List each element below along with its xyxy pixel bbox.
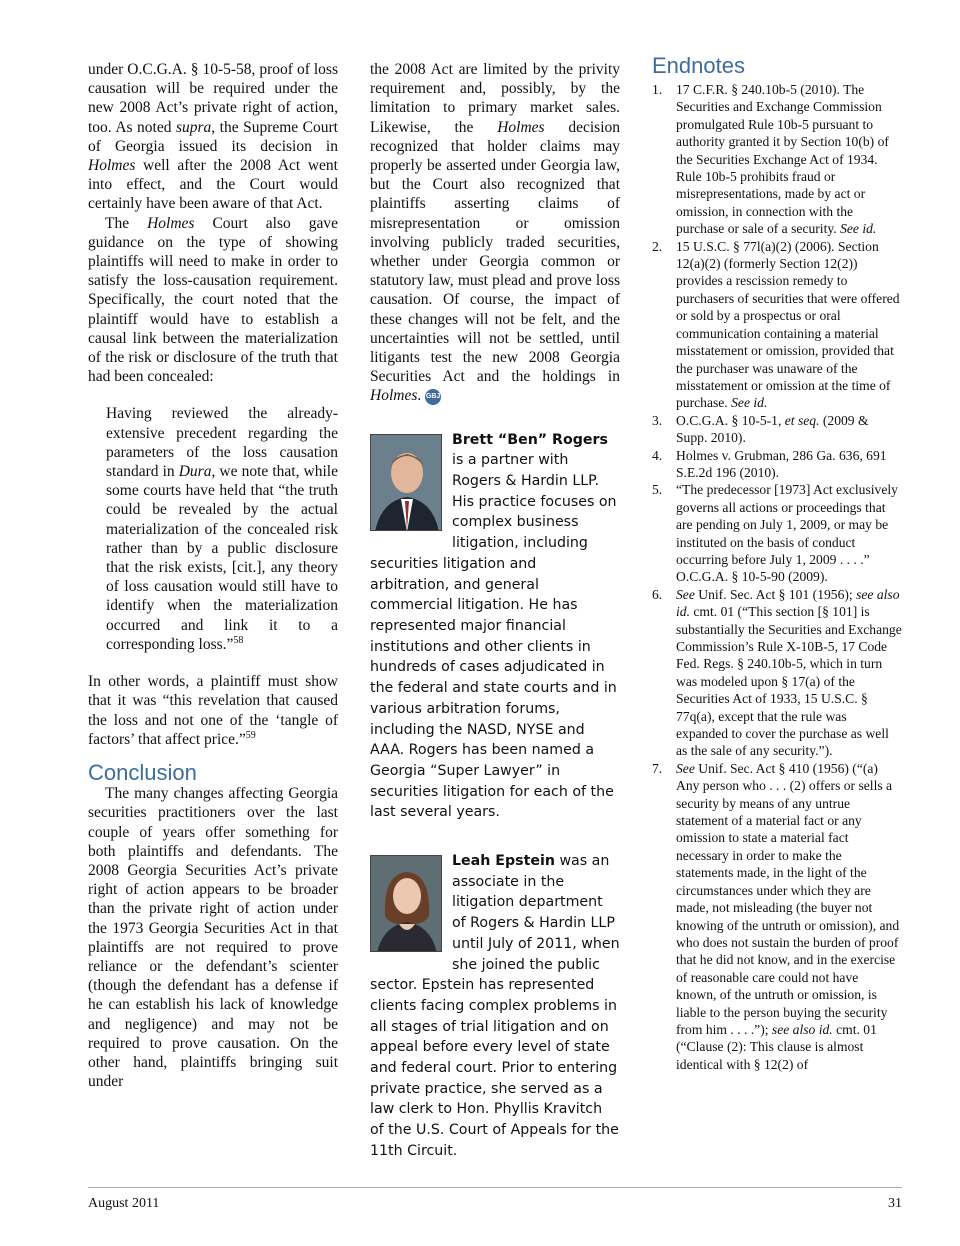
endnote-item: 1. 17 C.F.R. § 240.10b-5 (2010). The Securities and Exchange Commission promulgated Rule 10b-5 pursuant to authority granted it by Section 10(b) of the Securities Exchange Act of 1934. Rule 10b-5 prohibits fraud or misrepresentations, made by act or omission, in connection with the purchase or sale of a security. See id. <box>652 82 889 237</box>
author-bio-epstein: Leah Epstein was an associate in the litigation department of Rogers & Hardin LLP until July of 2011, when she joined the public sector. Epstein has represented clients facing complex problems in all stages of trial litigation and on appeal before every level of state and federal court. Prior to entering private practice, she served as a law clerk to Hon. Phyllis Kravitch of the U.S. Court of Appeals for the 11th Circuit. <box>370 853 620 1159</box>
page-number: 31 <box>888 1196 902 1211</box>
paragraph: under O.C.G.A. § 10-5-58, proof of loss causation will be required under the new 2008 Act’s private right of action, too. As noted supra, the Supreme Court of Georgia issued its decision in Holmes well after the 2008 Act went into effect, and the Court would certainly have been aware of that Act. <box>88 61 338 213</box>
portrait-woman-icon <box>371 856 442 952</box>
endnotes-column <box>652 53 902 1073</box>
paragraph: In other words, a plaintiff must show that it was “this revelation that caused the loss and not one of the ‘tangle of factors’ that affect price.”$^{59}$ <box>88 673 338 748</box>
author-name-rogers: Brett “Ben” Rogers <box>452 431 608 448</box>
endnote-item: 4. Holmes v. Grubman, 286 Ga. 636, 691 S.E.2d 196 (2010). <box>652 447 887 480</box>
endnote-item: 2. 15 U.S.C. § 77l(a)(2) (2006). Section 12(a)(2) (formerly Section 12(2)) provides a rescission remedy to purchasers of securities that were offered or sold by a prospectus or oral communication containing a material misstatement or omission, provided that the purchaser was unaware of the misstatement or omission at the time of purchase. See id. <box>652 238 900 411</box>
block-quote: Having reviewed the already-extensive precedent regarding the parameters of the loss causation standard in Dura, we note that, while some courts have held that “the truth could be revealed by the actual materialization of the concealed risk rather than by a public disclosure that the risk exists, [cit.], any theory of loss causation would still have to identify when the materialization occurred and link it to a corresponding loss.”$^{58}$ <box>106 405 338 653</box>
article-column-1 <box>88 60 338 1091</box>
footer-date: August 2011 <box>88 1196 160 1211</box>
endnotes-list <box>652 81 902 1073</box>
gbj-end-mark-icon: GBJ <box>425 389 441 405</box>
footnote-ref: 59 <box>245 729 256 741</box>
author-photo-epstein <box>370 855 442 952</box>
endnote-item: 6. See Unif. Sec. Act § 101 (1956); see also id. cmt. 01 (“This section [§ 101] is substantially the Securities and Exchange Commission’s Rule X-10B-5, 17 Code Fed. Regs. § 240.10b-5, which in turn was modeled upon § 17(a) of the Securities Act of 1933, 15 U.S.C. § 77q(a), except that the rule was expanded to cover the purchase as well as the sale of any security.”). <box>652 586 902 759</box>
paragraph: the 2008 Act are limited by the privity requirement and, possibly, by the limitation to primary market sales. Likewise, the Holmes decision recognized that holder claims may properly be asserted under Georgia law, but the Court also recognized that plaintiffs asserting claims of misrepresentation or omission involving publicly traded securities, whether under Georgia common or statutory law, must plead and prove loss causation. Of course, the impact of these changes will not be felt, and the uncertainties will not be settled, until litigants test the new 2008 Georgia Securities Act and the holdings in Holmes. GBJ <box>370 61 620 405</box>
endnotes-heading: Endnotes <box>652 53 745 78</box>
author-name-epstein: Leah Epstein <box>452 853 555 870</box>
endnote-item: 3. O.C.G.A. § 10-5-1, et seq. (2009 & Supp. 2010). <box>652 412 869 446</box>
paragraph: The Holmes Court also gave guidance on the type of showing plaintiffs will need to make in order to satisfy the loss-causation requirement. Specifically, the court noted that the plaintiff would have to establish a causal link between the materialization of the risk or disclosure of the truth that had been concealed: <box>88 214 338 386</box>
footnote-ref: 58 <box>233 634 244 646</box>
endnote-item: 7. See Unif. Sec. Act § 410 (1956) (“(a) Any person who . . . (2) offers or sells a security by means of any untrue statement of a material fact or any omission to state a material fact necessary in order to make the statements made, in the light of the circumstances under which they are made, not misleading (the buyer not knowing of the untruth or omission), and who does not sustain the burden of proof that he did not know, and in the exercise of reasonable care could not have known, of the untruth or omission, is liable to the person buying the security from him . . . .”); see also id. cmt. 01 (“Clause (2): This clause is almost identical with § 12(2) of <box>652 760 900 1072</box>
section-heading-conclusion: Conclusion <box>88 759 197 785</box>
footer-divider <box>88 1187 902 1188</box>
article-column-2 <box>370 60 620 1162</box>
portrait-man-icon <box>371 435 442 531</box>
author-bio-rogers: Brett “Ben” Rogers is a partner with Rogers & Hardin LLP. His practice focuses on complex business litigation, including securities litigation and arbitration, and general commercial litigation. He has represented major financial institutions and other clients in hundreds of cases adjudicated in the federal and state courts and in various arbitration forums, including the NASD, NYSE and AAA. Rogers has been named a Georgia “Super Lawyer” in securities litigation for each of the last several years. <box>370 431 617 821</box>
paragraph: The many changes affecting Georgia securities practitioners over the last couple of years offer something for both plaintiffs and defendants. The 2008 Georgia Securities Act’s private right of action appears to be broader than the private right of action under the 1973 Georgia Securities Act in that plaintiffs are not required to prove reliance or the defendant’s scienter (though the defendant has a defense if he can establish his lack of knowledge and negligence) and may not be required to prove causation. On the other hand, plaintiffs bringing suit under <box>88 785 338 1091</box>
author-photo-rogers <box>370 434 442 531</box>
endnote-item: 5. “The predecessor [1973] Act exclusively governs all actions or proceedings that are pending on July 1, 2009, or may be instituted on the basis of conduct occurring before July 1, 2009 . . . .” O.C.G.A. § 10-5-90 (2009). <box>652 482 898 585</box>
